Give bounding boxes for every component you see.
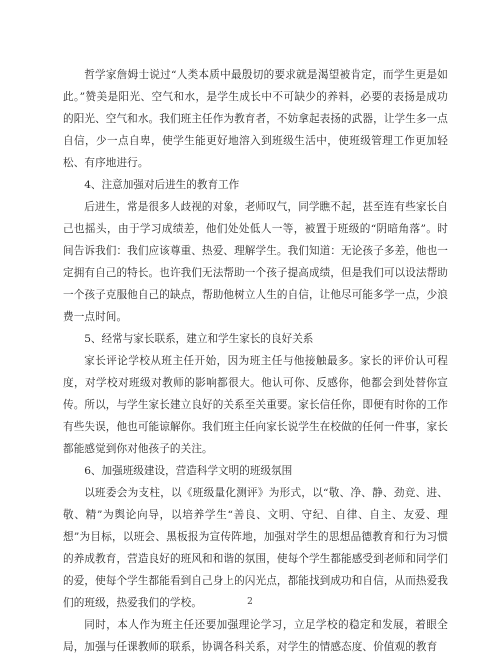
document-body [63, 64, 448, 658]
paragraph-class-building: 以班委会为支柱，以《班级量化测评》为形式，以“敬、净、静、劲竞、进、敬、精”为舆论向导，以培养学生“善良、文明、守纪、自律、自主、友爱、理想”为目标，以班会、黑板报为宣传阵地，加强对学生的思想品德教育和行为习惯的养成教育，营造良好的班风和和谐的氛围，使每个学生都能感受到老师和同学们的爱，使每个学生都能看到自己身上的闪光点，都能找到成功和自信，从而热爱我们的班级，热爱我们的学校。 [63, 487, 448, 609]
paragraph-underachievers: 后进生，常是很多人歧视的对象，老师叹气，同学瞧不起，甚至连有些家长自己也摇头，由于学习成绩差，他们处处低人一等，被置于班级的“阴暗角落”。时间告诉我们：我们应该尊重、热爱、理解学生。我们知道：无论孩子多差，他也一定拥有自己的特长。也许我们无法帮助一个孩子提高成绩，但是我们可以设法帮助一个孩子克服他自己的缺点，帮助他树立人生的自信，让他尽可能多学一点，少浪费一点时间。 [63, 201, 448, 323]
paragraph-praise: 哲学家詹姆士说过“人类本质中最殷切的要求就是渴望被肯定，而学生更是如此。”赞美是阳光、空气和水，是学生成长中不可缺少的养料，必要的表扬是成功的阳光、空气和水。我们班主任作为教育者，不妨拿起表扬的武器，让学生多一点自信，少一点自卑，使学生能更好地溶入到班级生活中，使班级管理工作更加轻松、有序地进行。 [63, 69, 448, 169]
section-heading-4: 4、注意加强对后进生的教育工作 [84, 179, 240, 191]
section-heading-6: 6、加强班级建设，营造科学文明的班级氛围 [84, 465, 293, 477]
section-heading-5: 5、经常与家长联系，建立和学生家长的良好关系 [84, 333, 314, 345]
page-number: 2 [247, 597, 253, 607]
paragraph-parents: 家长评论学校从班主任开始，因为班主任与他接触最多。家长的评价认可程度，对学校对班级对教师的影响都很大。他认可你、反感你，他都会到处替你宣传。所以，与学生家长建立良好的关系至关重要。家长信任你，即便有时你的工作有些失误，他也可能谅解你。我们班主任向家长说学生在校做的任何一件事，家长都能感觉到你对他孩子的关注。 [63, 355, 448, 455]
paragraph-theory-study: 同时，本人作为班主任还要加强理论学习，立足学校的稳定和发展，着眼全局，加强与任课教师的联系，协调各科关系，对学生的情感态度、价值观的教育 [63, 619, 448, 653]
